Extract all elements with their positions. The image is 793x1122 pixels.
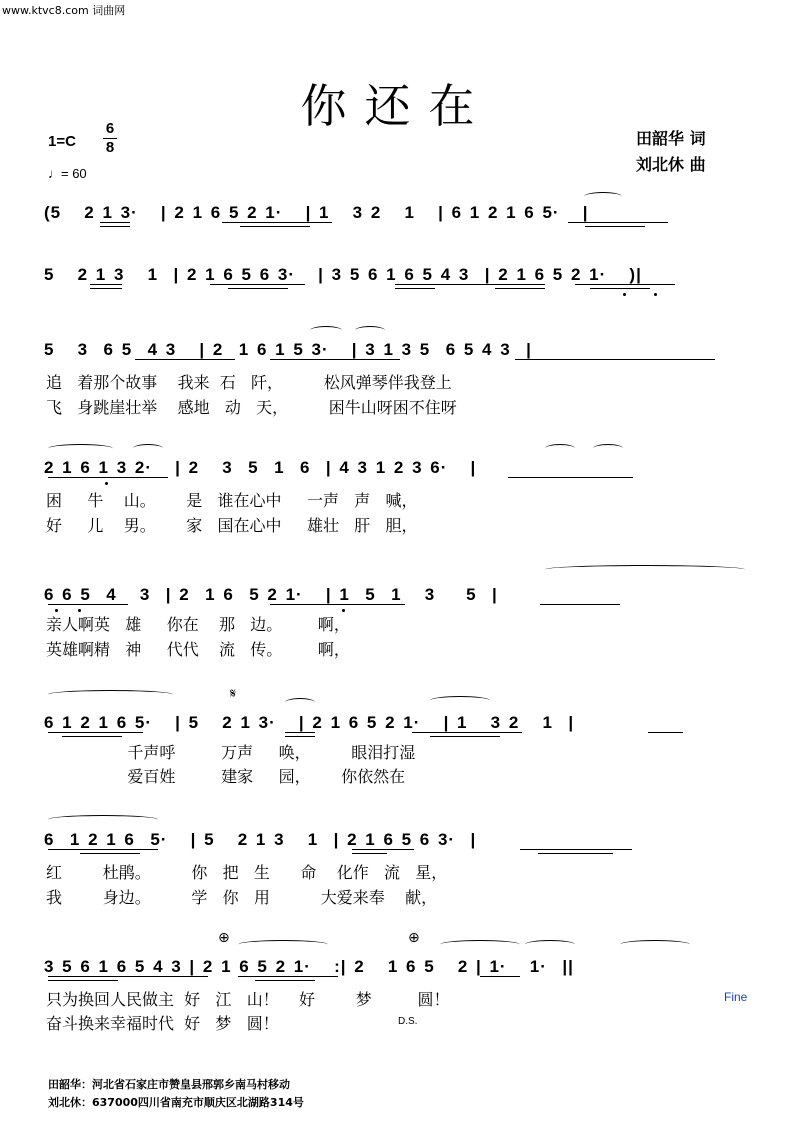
underline [228, 288, 288, 289]
underline [48, 604, 128, 605]
underline [90, 284, 122, 285]
underline [240, 226, 310, 227]
slur [355, 326, 385, 335]
underline [568, 222, 668, 223]
slur [620, 940, 690, 949]
underline [100, 222, 130, 223]
underline [495, 288, 545, 289]
underline [238, 976, 338, 977]
slur [545, 444, 575, 453]
underline [90, 288, 122, 289]
slur [48, 815, 158, 824]
octave-dot [105, 482, 108, 485]
underline [585, 226, 645, 227]
music-line-2: 5 2 1 3 1 | 2 1 6 5 6 3· | 3 5 6 1 6 5 4 3 | 2 1 6 5 2 1· )| [44, 265, 642, 284]
music-line-4: 2 1 6 1 3 2· | 2 3 5 1 6 | 4 3 1 2 3 6· | [44, 458, 477, 477]
lyric-line-1b: 飞 身跳崖壮举 感地 动 天， 困牛山呀困不住呀 [46, 398, 457, 417]
underline [62, 736, 122, 737]
lyric-line-4b: 爱百姓 建家 园， 你依然在 [46, 767, 406, 786]
underline [515, 359, 715, 360]
octave-dot [623, 293, 626, 296]
underline [508, 477, 633, 478]
segno-icon: 𝄋 [230, 686, 237, 702]
lyric-line-4a: 千声呼 万声 唤， 眼泪打湿 [46, 743, 416, 762]
slur [285, 698, 315, 707]
song-title: 你还在 [300, 79, 493, 133]
underline [648, 732, 683, 733]
underline [135, 359, 235, 360]
underline [352, 853, 387, 854]
underline [540, 604, 620, 605]
underline [575, 284, 675, 285]
slur [48, 444, 113, 453]
underline [222, 222, 332, 223]
underline [590, 288, 650, 289]
underline [80, 853, 140, 854]
slur [430, 696, 490, 705]
underline [210, 284, 305, 285]
lyric-line-3b: 英雄啊精 神 代代 流 传。 啊， [46, 640, 350, 659]
slur [584, 192, 622, 201]
lyric-line-5a: 红 杜鹃。 你 把 生 命 化作 流 星， [46, 863, 448, 882]
fine-marking: Fine [724, 990, 748, 1004]
underline [520, 849, 632, 850]
music-line-3: 5 3 6 5 4 3 | 2 1 6 1 5 3· | 3 1 3 5 6 5 4 3 | [44, 340, 532, 359]
coda-icon: ⊕ [218, 930, 230, 946]
underline [270, 359, 400, 360]
slur [133, 444, 163, 453]
underline [48, 980, 118, 981]
underline [412, 732, 522, 733]
slur [525, 940, 575, 949]
music-line-7: 6 1 2 1 6 5· | 5 2 1 3 1 | 2 1 6 5 6 3· | [44, 830, 477, 849]
key-signature: 1=C [48, 133, 76, 150]
composer-address: 刘北休：637000四川省南充市顺庆区北湖路314号 [48, 1096, 304, 1109]
underline [480, 976, 520, 977]
music-line-6: 6 1 2 1 6 5· | 5 2 1 3· | 2 1 6 5 2 1· | 1 3 2 1 | [44, 713, 575, 732]
lyric-line-2b: 好 儿 男。 家 国在心中 雄壮 肝 胆， [46, 516, 418, 535]
coda-icon: ⊕ [408, 930, 420, 946]
underline [48, 732, 143, 733]
lyric-line-6b: 奋斗换来幸福时代 好 梦 圆！ [46, 1014, 289, 1033]
underline [352, 849, 414, 850]
time-signature [103, 121, 117, 156]
composer-credit: 刘北休 曲 [636, 155, 706, 174]
slur [545, 565, 745, 574]
time-signature-bottom: 8 [105, 139, 115, 156]
lyric-line-1a: 追 着那个故事 我来 石 阡， 松风弹琴伴我登上 [46, 373, 452, 392]
music-line-1: (5 2 1 3· | 2 1 6 5 2 1· | 1 3 2 1 | 6 1 2 1 6 5· | [44, 203, 589, 222]
underline [100, 226, 130, 227]
lyric-line-2a: 困 牛 山。 是 谁在心中 一声 声 喊， [46, 491, 418, 510]
underline [395, 284, 545, 285]
underline [48, 976, 208, 977]
underline [285, 732, 315, 733]
octave-dot [654, 293, 657, 296]
slur [48, 690, 173, 699]
slur [238, 940, 328, 949]
slur [593, 444, 623, 453]
site-watermark: www.ktvc8.com 词曲网 [2, 4, 126, 17]
time-signature-top: 6 [105, 120, 115, 137]
music-line-5: 6 6 5 4 3 | 2 1 6 5 2 1· | 1 5 1 3 5 | [44, 585, 498, 604]
underline [255, 980, 315, 981]
underline [395, 288, 435, 289]
lyric-line-5b: 我 身边。 学 你 用 大爱来奉 献， [46, 888, 438, 907]
slur [440, 940, 520, 949]
underline [430, 736, 500, 737]
underline [538, 853, 613, 854]
underline [48, 849, 158, 850]
slur [310, 326, 342, 335]
underline [270, 604, 405, 605]
underline [48, 477, 168, 478]
lyricist-credit: 田韶华 词 [636, 129, 706, 148]
lyric-line-6a: 只为换回人民做主 好 江 山！ 好 梦 圆！ [46, 990, 450, 1009]
underline [285, 736, 315, 737]
lyricist-address: 田韶华：河北省石家庄市赞皇县邢郭乡南马村移动 [48, 1078, 290, 1091]
music-line-8: 3 5 6 1 6 5 4 3 | 2 1 6 5 2 1· :| 2 1 6 5 2 | 1· 1· || [44, 957, 574, 976]
lyric-line-3a: 亲人啊英 雄 你在 那 边。 啊， [46, 615, 350, 634]
tempo-marking: ♩= 60 [48, 166, 87, 181]
dal-segno-marking: D.S. [398, 1016, 418, 1027]
